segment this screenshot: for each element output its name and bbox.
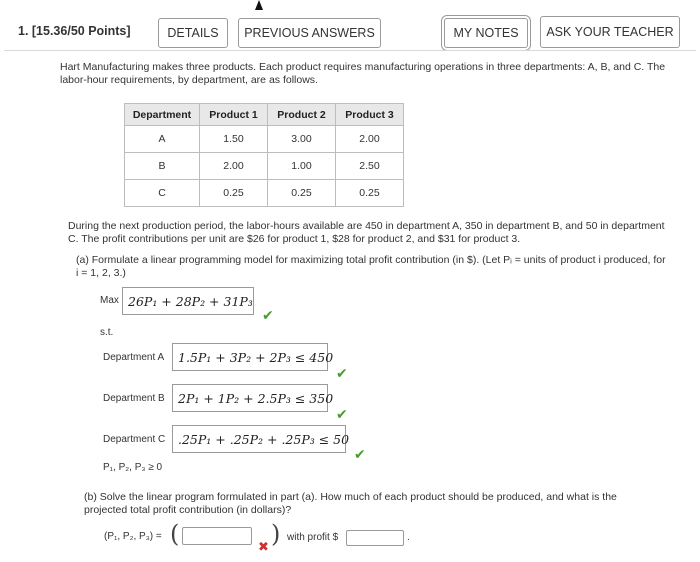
tuple-label: (P₁, P₂, P₃) =	[104, 531, 162, 542]
question-number: 1. [15.36/50 Points]	[18, 24, 131, 38]
ask-your-teacher-button[interactable]: ASK YOUR TEACHER	[540, 16, 680, 48]
check-icon: ✔	[336, 406, 348, 422]
with-profit-label: with profit $	[287, 532, 339, 543]
table-cell: 0.25	[200, 180, 268, 207]
table-header: Product 2	[268, 104, 336, 126]
labor-hours-table	[124, 103, 404, 207]
department-a-label: Department A	[103, 352, 165, 363]
department-c-label: Department C	[103, 434, 166, 445]
part-b-prompt: (b) Solve the linear program formulated in part (a). How much of each product should be produced, and what is the projected total profit contribution (in dollars)?	[84, 491, 617, 516]
table-cell: C	[125, 180, 200, 207]
table-header: Product 3	[336, 104, 404, 126]
department-b-label: Department B	[103, 393, 165, 404]
header-divider	[4, 50, 696, 51]
check-icon: ✔	[354, 446, 366, 462]
max-label: Max	[100, 295, 119, 306]
product-quantities-input[interactable]	[182, 527, 252, 545]
open-paren: (	[170, 520, 180, 548]
intro-text: Hart Manufacturing makes three products. Each product requires manufacturing operations in three departments: A, B, and C. The labor-hour requirements, by department, are as follows.	[60, 61, 666, 86]
production-text: During the next production period, the labor-hours available are 450 in department A, 350 in department B, and 50 in department C. The profit contributions per unit are $26 for product 1, $28 for product 2, and $31 for product 3.	[68, 220, 665, 245]
table-cell: 0.25	[336, 180, 404, 207]
table-cell: 3.00	[268, 126, 336, 153]
my-notes-button[interactable]: MY NOTES	[444, 18, 528, 48]
close-paren: )	[271, 520, 281, 548]
details-button[interactable]: DETAILS	[158, 18, 228, 48]
cross-icon: ✖	[258, 539, 269, 554]
table-cell: 2.00	[336, 126, 404, 153]
profit-input[interactable]	[346, 530, 404, 546]
table-cell: 2.50	[336, 153, 404, 180]
table-row	[125, 153, 404, 180]
table-cell: 1.50	[200, 126, 268, 153]
table-cell: B	[125, 153, 200, 180]
table-header: Department	[125, 104, 200, 126]
table-cell: 2.00	[200, 153, 268, 180]
period: .	[407, 532, 410, 543]
table-cell: 0.25	[268, 180, 336, 207]
table-cell: 1.00	[268, 153, 336, 180]
department-b-constraint-input[interactable]: 2P₁ + 1P₂ + 2.5P₃ ≤ 350	[172, 384, 328, 412]
table-row	[125, 180, 404, 207]
nonnegativity-constraint: P₁, P₂, P₃ ≥ 0	[103, 462, 163, 473]
check-icon: ✔	[262, 307, 274, 323]
st-label: s.t.	[100, 327, 114, 338]
table-header-row	[125, 104, 404, 126]
department-c-constraint-input[interactable]: .25P₁ + .25P₂ + .25P₃ ≤ 50	[172, 425, 346, 453]
table-row	[125, 126, 404, 153]
check-icon: ✔	[336, 365, 348, 381]
table-header: Product 1	[200, 104, 268, 126]
department-a-constraint-input[interactable]: 1.5P₁ + 3P₂ + 2P₃ ≤ 450	[172, 343, 328, 371]
previous-answers-button[interactable]: PREVIOUS ANSWERS	[238, 18, 381, 48]
objective-input[interactable]: 26P₁ + 28P₂ + 31P₃	[122, 287, 254, 315]
part-a-prompt: (a) Formulate a linear programming model for maximizing total profit contribution (in $). (Let Pᵢ = units of product i produced, for i = 1, 2, 3.)	[76, 254, 666, 279]
mouse-cursor-icon	[255, 0, 263, 10]
table-cell: A	[125, 126, 200, 153]
